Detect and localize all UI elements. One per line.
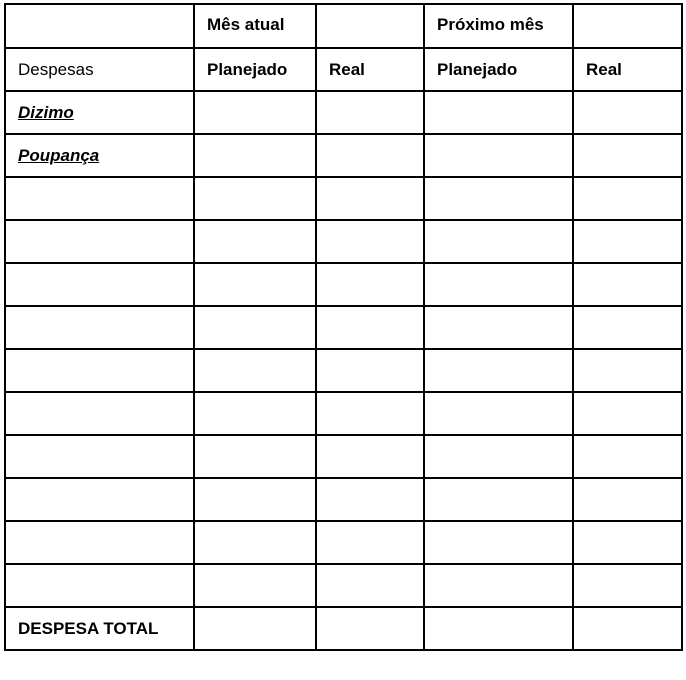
- expense-next-real-cell[interactable]: [573, 435, 682, 478]
- expense-next-real-cell[interactable]: [573, 392, 682, 435]
- expense-label-cell[interactable]: [5, 220, 194, 263]
- total-next-planned-cell[interactable]: [424, 607, 573, 650]
- expense-current-real-cell[interactable]: [316, 478, 424, 521]
- expense-row: [5, 349, 682, 392]
- expense-label-cell[interactable]: [5, 521, 194, 564]
- expense-next-planned-cell[interactable]: [424, 521, 573, 564]
- expense-current-real-cell[interactable]: [316, 349, 424, 392]
- header-cell-empty: [5, 4, 194, 48]
- expense-current-planned-cell[interactable]: [194, 478, 316, 521]
- expense-current-real-cell[interactable]: [316, 91, 424, 134]
- expense-next-real-cell[interactable]: [573, 91, 682, 134]
- expense-next-planned-cell[interactable]: [424, 91, 573, 134]
- expense-current-planned-cell[interactable]: [194, 220, 316, 263]
- expense-label-cell[interactable]: [5, 392, 194, 435]
- header-next-planned: Planejado: [424, 48, 573, 91]
- expense-row: [5, 91, 682, 134]
- expense-current-real-cell[interactable]: [316, 220, 424, 263]
- expense-current-planned-cell[interactable]: [194, 521, 316, 564]
- expense-current-planned-cell[interactable]: [194, 134, 316, 177]
- expense-next-real-cell[interactable]: [573, 306, 682, 349]
- expense-next-planned-cell[interactable]: [424, 177, 573, 220]
- expense-label-cell[interactable]: [5, 435, 194, 478]
- expense-current-planned-cell[interactable]: [194, 177, 316, 220]
- expense-current-real-cell[interactable]: [316, 392, 424, 435]
- expense-current-planned-cell[interactable]: [194, 263, 316, 306]
- expense-next-real-cell[interactable]: [573, 177, 682, 220]
- budget-table: [4, 3, 683, 651]
- expense-next-planned-cell[interactable]: [424, 134, 573, 177]
- header-row-periods: [5, 4, 682, 48]
- expense-row: [5, 220, 682, 263]
- expense-next-real-cell[interactable]: [573, 263, 682, 306]
- expense-label-cell[interactable]: Dizimo: [5, 91, 194, 134]
- expense-row: [5, 478, 682, 521]
- total-label: DESPESA TOTAL: [5, 607, 194, 650]
- header-cell-empty: [573, 4, 682, 48]
- expense-next-planned-cell[interactable]: [424, 564, 573, 607]
- expense-label-cell[interactable]: [5, 263, 194, 306]
- expense-next-real-cell[interactable]: [573, 521, 682, 564]
- expense-current-real-cell[interactable]: [316, 435, 424, 478]
- total-current-planned-cell[interactable]: [194, 607, 316, 650]
- expense-next-planned-cell[interactable]: [424, 306, 573, 349]
- expense-current-planned-cell[interactable]: [194, 91, 316, 134]
- header-current-month: Mês atual: [194, 4, 316, 48]
- expense-current-real-cell[interactable]: [316, 263, 424, 306]
- expense-current-planned-cell[interactable]: [194, 306, 316, 349]
- expense-label-cell[interactable]: [5, 177, 194, 220]
- header-next-real: Real: [573, 48, 682, 91]
- expense-current-planned-cell[interactable]: [194, 564, 316, 607]
- expense-current-real-cell[interactable]: [316, 134, 424, 177]
- expense-next-real-cell[interactable]: [573, 349, 682, 392]
- expense-row: [5, 392, 682, 435]
- expense-row: [5, 306, 682, 349]
- expense-row: [5, 177, 682, 220]
- expense-next-planned-cell[interactable]: [424, 263, 573, 306]
- expense-label-cell[interactable]: [5, 349, 194, 392]
- expense-next-real-cell[interactable]: [573, 134, 682, 177]
- expense-row: [5, 263, 682, 306]
- expense-current-planned-cell[interactable]: [194, 349, 316, 392]
- header-cell-empty: [316, 4, 424, 48]
- header-current-planned: Planejado: [194, 48, 316, 91]
- expense-row: [5, 435, 682, 478]
- expense-row: [5, 521, 682, 564]
- expense-row: [5, 564, 682, 607]
- expense-row: [5, 134, 682, 177]
- expense-current-real-cell[interactable]: [316, 177, 424, 220]
- expense-label-cell[interactable]: [5, 306, 194, 349]
- expense-next-planned-cell[interactable]: [424, 435, 573, 478]
- expense-next-planned-cell[interactable]: [424, 349, 573, 392]
- header-next-month: Próximo mês: [424, 4, 573, 48]
- expense-next-planned-cell[interactable]: [424, 478, 573, 521]
- expense-current-real-cell[interactable]: [316, 521, 424, 564]
- expense-current-real-cell[interactable]: [316, 564, 424, 607]
- header-expenses: Despesas: [5, 48, 194, 91]
- expense-label-cell[interactable]: [5, 564, 194, 607]
- expense-label-cell[interactable]: [5, 478, 194, 521]
- total-row: [5, 607, 682, 650]
- expense-current-planned-cell[interactable]: [194, 392, 316, 435]
- expense-current-planned-cell[interactable]: [194, 435, 316, 478]
- expense-current-real-cell[interactable]: [316, 306, 424, 349]
- expense-next-real-cell[interactable]: [573, 220, 682, 263]
- total-next-real-cell[interactable]: [573, 607, 682, 650]
- header-row-columns: [5, 48, 682, 91]
- expense-next-planned-cell[interactable]: [424, 392, 573, 435]
- expense-label-cell[interactable]: Poupança: [5, 134, 194, 177]
- expense-next-real-cell[interactable]: [573, 564, 682, 607]
- expense-next-real-cell[interactable]: [573, 478, 682, 521]
- expense-next-planned-cell[interactable]: [424, 220, 573, 263]
- total-current-real-cell[interactable]: [316, 607, 424, 650]
- header-current-real: Real: [316, 48, 424, 91]
